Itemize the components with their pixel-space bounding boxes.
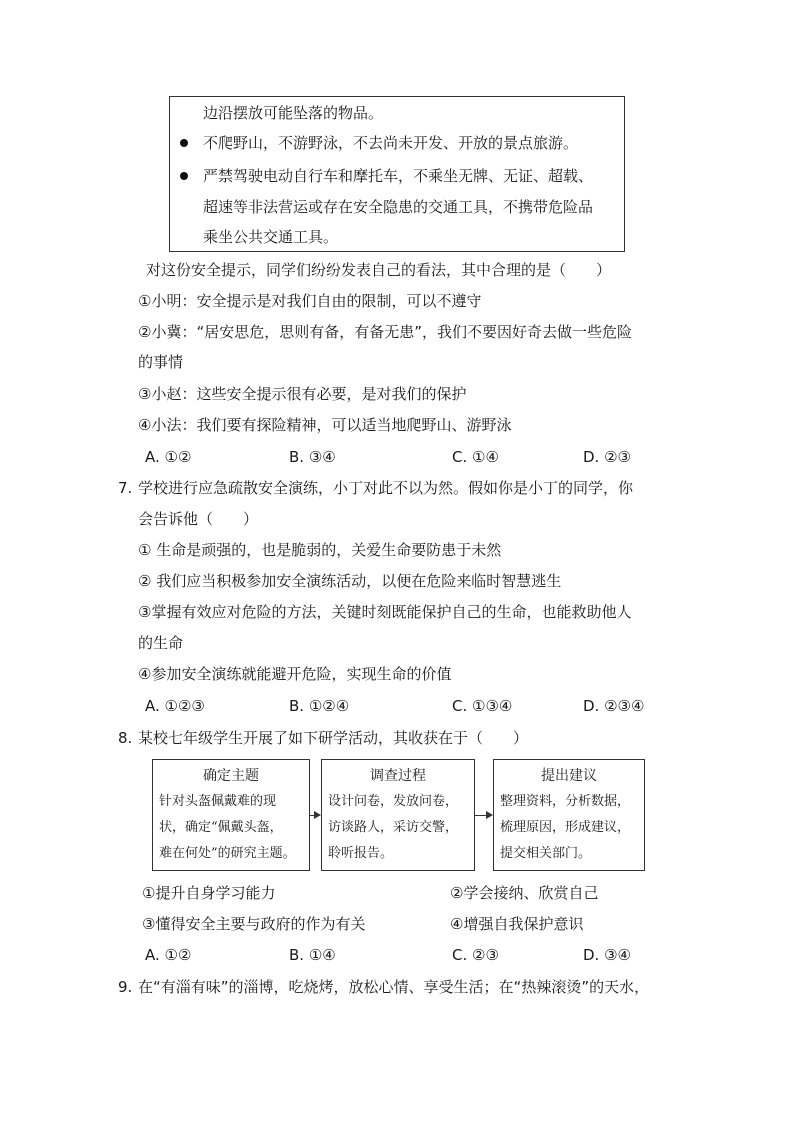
q7-stem-line1: 学校进行应急疏散安全演练，小丁对此不以为然。假如你是小丁的同学，你 <box>138 479 634 497</box>
q6-option-a[interactable]: A. ①② <box>145 448 192 466</box>
q6-statement-3: ③小赵：这些安全提示很有必要，是对我们的保护 <box>138 385 467 403</box>
flow-box-line: 状，确定“佩戴头盔， <box>159 820 283 835</box>
q6-option-d[interactable]: D. ②③ <box>583 448 631 466</box>
q8-option-a[interactable]: A. ①② <box>145 946 192 964</box>
q6-statement-1: ①小明：安全提示是对我们自由的限制，可以不遵守 <box>138 292 482 310</box>
flow-box-title: 调查过程 <box>370 768 426 784</box>
flow-arrow <box>475 815 486 816</box>
q8-statement-2: ②学会接纳、欣赏自己 <box>450 884 599 902</box>
q6-statement-4: ④小法：我们要有探险精神，可以适当地爬野山、游野泳 <box>138 416 512 434</box>
q7-option-d[interactable]: D. ②③④ <box>583 697 645 715</box>
arrow-right-icon <box>314 811 321 819</box>
flow-box-line: 设计问卷，发放问卷， <box>328 794 459 809</box>
q6-stem: 对这份安全提示，同学们纷纷发表自己的看法，其中合理的是（ ） <box>146 261 612 279</box>
q7-statement-3-line1: ③掌握有效应对危险的方法，关键时刻既能保护自己的生命，也能救助他人 <box>138 603 632 621</box>
q7-stem-line2: 会告诉他（ ） <box>138 510 259 528</box>
q8-option-b[interactable]: B. ①④ <box>289 946 336 964</box>
q7-statement-2: ② 我们应当积极参加安全演练活动，以便在危险来临时智慧逃生 <box>138 572 562 590</box>
q7-number: 7. <box>118 479 133 497</box>
bullet-icon <box>180 172 188 180</box>
q7-option-b[interactable]: B. ①②④ <box>289 697 350 715</box>
flow-box-title: 确定主题 <box>203 768 259 784</box>
notice-bullet-2-line3: 乘坐公共交通工具。 <box>203 228 339 246</box>
q8-option-d[interactable]: D. ③④ <box>583 946 631 964</box>
flow-box-line: 整理资料，分析数据， <box>500 794 631 809</box>
arrow-right-icon <box>486 811 493 819</box>
q8-option-c[interactable]: C. ②③ <box>452 946 499 964</box>
flow-box-advice <box>493 759 645 871</box>
flow-box-title: 提出建议 <box>541 768 597 784</box>
q8-statement-4: ④增强自我保护意识 <box>450 915 584 933</box>
flow-box-line: 难在何处”的研究主题。 <box>159 846 296 861</box>
q9-stem-line1: 在“有淄有味”的淄博，吃烧烤，放松心情、享受生活；在“热辣滚烫”的天水， <box>138 978 650 996</box>
flow-box-line: 聆听报告。 <box>328 846 394 861</box>
bullet-icon <box>180 139 188 147</box>
q6-statement-2-line1: ②小冀：“居安思危，思则有备，有备无患”，我们不要因好奇去做一些危险 <box>138 323 632 341</box>
q7-statement-1: ① 生命是顽强的，也是脆弱的，关爱生命要防患于未然 <box>138 541 502 559</box>
q7-statement-3-line2: 的生命 <box>138 634 184 652</box>
q6-statement-2-line2: 的事情 <box>138 353 184 371</box>
flow-box-line: 梳理原因，形成建议， <box>500 820 631 835</box>
q8-statement-1: ①提升自身学习能力 <box>142 884 276 902</box>
flow-box-line: 针对头盔佩戴难的现 <box>159 794 277 809</box>
flow-box-line: 访谈路人，采访交警， <box>328 820 459 835</box>
q7-option-a[interactable]: A. ①②③ <box>145 697 205 715</box>
flow-box-line: 提交相关部门。 <box>500 846 592 861</box>
notice-bullet-1: 不爬野山，不游野泳，不去尚未开发、开放的景点旅游。 <box>203 134 579 152</box>
flow-box-topic <box>152 759 310 871</box>
q8-number: 8. <box>118 729 133 747</box>
q7-statement-4: ④参加安全演练就能避开危险，实现生命的价值 <box>138 665 452 683</box>
q7-option-c[interactable]: C. ①③④ <box>452 697 513 715</box>
q9-number: 9. <box>118 978 133 996</box>
q8-statement-3: ③懂得安全主要与政府的作为有关 <box>142 915 366 933</box>
flow-box-survey <box>321 759 475 871</box>
notice-bullet-2-line2: 超速等非法营运或存在安全隐患的交通工具，不携带危险品 <box>203 198 594 216</box>
notice-line: 边沿摆放可能坠落的物品。 <box>203 104 384 122</box>
q6-option-c[interactable]: C. ①④ <box>452 448 499 466</box>
q8-stem: 某校七年级学生开展了如下研学活动，其收获在于（ ） <box>138 729 529 747</box>
notice-bullet-2-line1: 严禁驾驶电动自行车和摩托车，不乘坐无牌、无证、超载、 <box>203 167 594 185</box>
q6-option-b[interactable]: B. ③④ <box>289 448 336 466</box>
